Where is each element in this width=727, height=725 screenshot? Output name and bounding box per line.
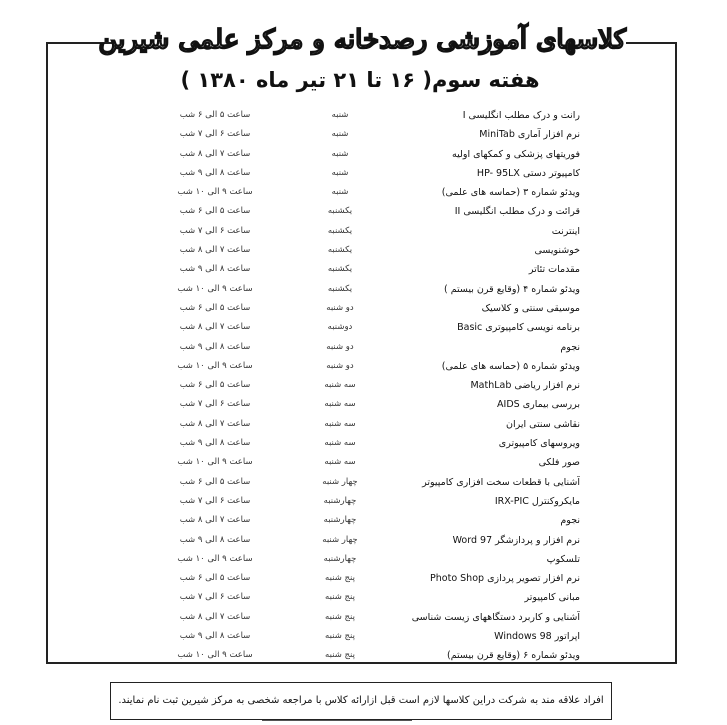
- class-time: ساعت ۹ الی ۱۰ شب: [177, 650, 253, 661]
- class-day: پنج شنبه: [325, 573, 355, 584]
- class-title: کامپیوتر دستی HP- 95LX: [476, 167, 580, 179]
- schedule-row: [150, 415, 590, 434]
- class-time: ساعت ۵ الی ۶ شب: [179, 302, 251, 313]
- schedule-row: [150, 608, 590, 627]
- class-time: ساعت ۶ الی ۷ شب: [179, 495, 251, 506]
- class-title: نرم افزار و پردازشگر Word 97: [452, 534, 580, 546]
- class-time: ساعت ۹ الی ۱۰ شب: [177, 457, 253, 468]
- schedule-row: [150, 376, 590, 395]
- class-day: شنبه: [331, 129, 349, 140]
- schedule-table: [150, 106, 590, 666]
- schedule-row: [150, 395, 590, 414]
- class-title: موسیقی سنتی و کلاسیک: [481, 302, 580, 314]
- schedule-row: [150, 241, 590, 260]
- class-time: ساعت ۸ الی ۹ شب: [179, 534, 251, 545]
- class-title: صور فلکی: [538, 457, 580, 469]
- class-day: سه شنبه: [324, 438, 356, 449]
- class-title: بررسی بیماری AIDS: [497, 399, 580, 411]
- class-time: ساعت ۵ الی ۶ شب: [179, 476, 251, 487]
- class-time: ساعت ۷ الی ۸ شب: [179, 148, 251, 159]
- schedule-row: [150, 318, 590, 337]
- class-time: ساعت ۸ الی ۹ شب: [179, 167, 251, 178]
- class-time: ساعت ۹ الی ۱۰ شب: [177, 553, 253, 564]
- class-time: ساعت ۵ الی ۶ شب: [179, 206, 251, 217]
- class-day: پنج شنبه: [325, 592, 355, 603]
- class-title: نرم افزار تصویر پردازی Photo Shop: [430, 573, 580, 585]
- class-day: یکشنبه: [327, 264, 353, 275]
- schedule-row: [150, 145, 590, 164]
- class-day: سه شنبه: [324, 380, 356, 391]
- class-day: سه شنبه: [324, 399, 356, 410]
- schedule-row: [150, 280, 590, 299]
- class-day: یکشنبه: [327, 283, 353, 294]
- class-title: برنامه نویسی کامپیوتری Basic: [457, 322, 580, 334]
- class-title: اپراتور Windows 98: [494, 631, 580, 643]
- schedule-row: [150, 569, 590, 588]
- class-day: یکشنبه: [327, 225, 353, 236]
- schedule-row: [150, 473, 590, 492]
- class-time: ساعت ۷ الی ۸ شب: [179, 611, 251, 622]
- class-title: نجوم: [560, 341, 580, 353]
- schedule-row: [150, 164, 590, 183]
- class-time: ساعت ۶ الی ۷ شب: [179, 129, 251, 140]
- frame-top-right-rule: [626, 42, 675, 44]
- class-day: شنبه: [331, 187, 349, 198]
- notice-text: افراد علاقه مند به شرکت دراین کلاسها لازم است قبل ازارائه کلاس با مراجعه شخصی به مرکز شیرین ثبت نام نمایند.: [118, 695, 604, 706]
- class-title: ویدئو شماره ۳ (حماسه های علمی): [441, 187, 580, 199]
- class-day: چهارشنبه: [323, 495, 357, 506]
- class-time: ساعت ۸ الی ۹ شب: [179, 438, 251, 449]
- schedule-row: [150, 492, 590, 511]
- class-title: مبانی کامپیوتر: [524, 592, 580, 604]
- class-time: ساعت ۹ الی ۱۰ شب: [177, 283, 253, 294]
- class-title: تلسکوپ: [546, 553, 580, 565]
- class-title: ویدئو شماره ۵ (حماسه های علمی): [441, 360, 580, 372]
- schedule-row: [150, 627, 590, 646]
- class-title: نرم افزار ریاضی MathLab: [470, 380, 580, 392]
- class-day: یکشنبه: [327, 206, 353, 217]
- class-day: سه شنبه: [324, 418, 356, 429]
- schedule-row: [150, 434, 590, 453]
- class-time: ساعت ۶ الی ۷ شب: [179, 399, 251, 410]
- class-time: ساعت ۸ الی ۹ شب: [179, 631, 251, 642]
- class-title: فوریتهای پزشکی و کمکهای اولیه: [452, 148, 580, 160]
- class-day: شنبه: [331, 148, 349, 159]
- main-title: کلاسهای آموزشی رصدخانه و مرکز علمی شیرین: [98, 25, 626, 55]
- class-title: نرم افزار آماری MiniTab: [479, 129, 580, 141]
- class-time: ساعت ۷ الی ۸ شب: [179, 245, 251, 256]
- class-day: سه شنبه: [324, 457, 356, 468]
- schedule-row: [150, 338, 590, 357]
- class-title: اینترنت: [551, 225, 580, 237]
- class-title: ویروسهای کامپیوتری: [498, 438, 580, 450]
- class-title: خوشنویسی: [534, 245, 580, 257]
- class-day: چهار شنبه: [322, 534, 358, 545]
- class-time: ساعت ۷ الی ۸ شب: [179, 322, 251, 333]
- class-time: ساعت ۶ الی ۷ شب: [179, 225, 251, 236]
- class-title: مایکروکنترل IRX-PIC: [494, 495, 580, 507]
- class-day: دو شنبه: [326, 302, 354, 313]
- class-time: ساعت ۹ الی ۱۰ شب: [177, 360, 253, 371]
- notice-box: [110, 682, 612, 720]
- class-time: ساعت ۵ الی ۶ شب: [179, 573, 251, 584]
- class-time: ساعت ۹ الی ۱۰ شب: [177, 187, 253, 198]
- schedule-row: [150, 125, 590, 144]
- class-title: نقاشی سنتی ایران: [505, 418, 580, 430]
- class-day: چهار شنبه: [322, 476, 358, 487]
- class-time: ساعت ۸ الی ۹ شب: [179, 264, 251, 275]
- schedule-row: [150, 260, 590, 279]
- class-day: شنبه: [331, 167, 349, 178]
- class-time: ساعت ۸ الی ۹ شب: [179, 341, 251, 352]
- class-time: ساعت ۷ الی ۸ شب: [179, 515, 251, 526]
- schedule-row: [150, 106, 590, 125]
- schedule-row: [150, 222, 590, 241]
- class-day: دوشنبه: [327, 322, 353, 333]
- schedule-row: [150, 202, 590, 221]
- class-day: دو شنبه: [326, 341, 354, 352]
- class-time: ساعت ۵ الی ۶ شب: [179, 380, 251, 391]
- class-day: پنج شنبه: [325, 611, 355, 622]
- bottom-rule: [262, 720, 412, 721]
- class-day: چهارشنبه: [323, 553, 357, 564]
- class-title: نجوم: [560, 515, 580, 527]
- class-time: ساعت ۵ الی ۶ شب: [179, 110, 251, 120]
- class-title: آشنایی و کاربرد دستگاههای زیست شناسی: [411, 611, 580, 623]
- schedule-row: [150, 357, 590, 376]
- schedule-row: [150, 646, 590, 665]
- class-day: پنج شنبه: [325, 631, 355, 642]
- schedule-row: [150, 299, 590, 318]
- class-title: ویدئو شماره ۶ (وقایع قرن بیستم): [447, 650, 580, 662]
- class-day: دو شنبه: [326, 360, 354, 371]
- class-title: قرائت و درک مطلب انگلیسی II: [454, 206, 580, 218]
- class-day: پنج شنبه: [325, 650, 355, 661]
- class-time: ساعت ۶ الی ۷ شب: [179, 592, 251, 603]
- class-day: چهارشنبه: [323, 515, 357, 526]
- schedule-row: [150, 588, 590, 607]
- schedule-row: [150, 550, 590, 569]
- week-title: هفته سوم( ۱۶ تا ۲۱ تیر ماه ۱۳۸۰ ): [180, 68, 540, 92]
- class-day: یکشنبه: [327, 245, 353, 256]
- class-title: رانت و درک مطلب انگلیسی I: [462, 110, 580, 121]
- class-title: ویدئو شماره ۴ (وقایع قرن بیستم ): [444, 283, 580, 295]
- schedule-row: [150, 511, 590, 530]
- schedule-row: [150, 183, 590, 202]
- schedule-row: [150, 453, 590, 472]
- class-day: شنبه: [331, 110, 349, 120]
- class-time: ساعت ۷ الی ۸ شب: [179, 418, 251, 429]
- schedule-row: [150, 531, 590, 550]
- class-title: آشنایی با قطعات سخت افزاری کامپیوتر: [422, 476, 580, 488]
- class-title: مقدمات تئاتر: [528, 264, 580, 276]
